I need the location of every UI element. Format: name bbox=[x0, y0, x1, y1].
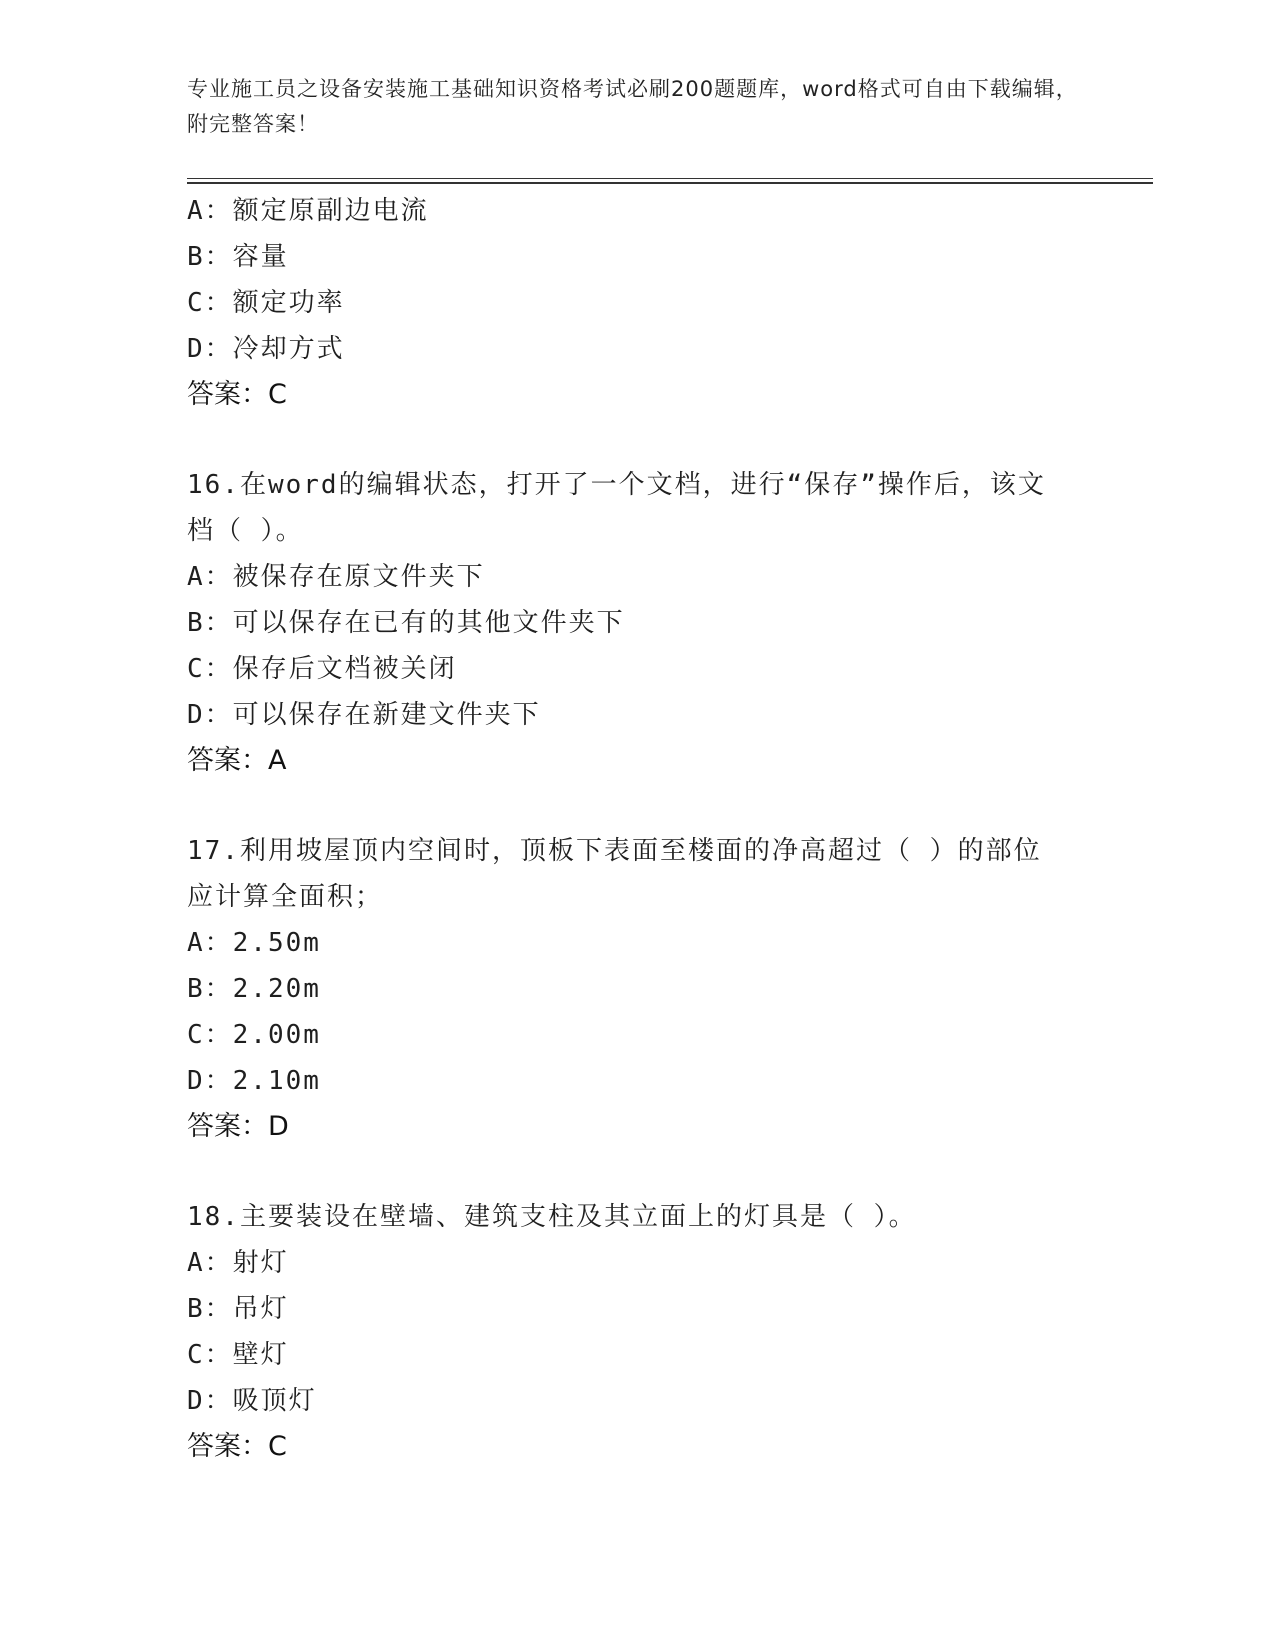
answer-label: 答案：A bbox=[187, 745, 287, 776]
option-b: B：容量 bbox=[187, 242, 289, 272]
option-b: B：吊灯 bbox=[187, 1294, 289, 1324]
option-d: D：2.10m bbox=[187, 1066, 321, 1096]
option-d: D：冷却方式 bbox=[187, 334, 345, 364]
question-15 bbox=[187, 188, 1087, 418]
option-a: A：被保存在原文件夹下 bbox=[187, 562, 485, 592]
option-b: B：2.20m bbox=[187, 974, 321, 1004]
question-stem: 18.主要装设在壁墙、建筑支柱及其立面上的灯具是（ ）。 bbox=[187, 1202, 917, 1232]
question-18 bbox=[187, 1194, 1087, 1470]
question-17 bbox=[187, 828, 1087, 1150]
answer-label: 答案：C bbox=[187, 1431, 287, 1462]
question-16 bbox=[187, 462, 1087, 784]
header-divider-top bbox=[187, 178, 1153, 179]
answer-label: 答案：D bbox=[187, 1111, 289, 1142]
option-c: C：额定功率 bbox=[187, 288, 345, 318]
option-c: C：保存后文档被关闭 bbox=[187, 654, 457, 684]
option-a: A：2.50m bbox=[187, 928, 321, 958]
question-list bbox=[187, 188, 1087, 1470]
question-stem: 16.在word的编辑状态，打开了一个文档，进行“保存”操作后，该文档（ ）。 bbox=[187, 470, 1046, 546]
option-c: C：2.00m bbox=[187, 1020, 321, 1050]
option-a: A：射灯 bbox=[187, 1248, 289, 1278]
option-d: D：可以保存在新建文件夹下 bbox=[187, 700, 541, 730]
answer-label: 答案：C bbox=[187, 379, 287, 410]
option-c: C：壁灯 bbox=[187, 1340, 289, 1370]
option-a: A：额定原副边电流 bbox=[187, 196, 429, 226]
header-divider-bottom bbox=[187, 182, 1153, 184]
question-stem: 17.利用坡屋顶内空间时，顶板下表面至楼面的净高超过（ ）的部位应计算全面积； bbox=[187, 836, 1042, 912]
document-header: 专业施工员之设备安装施工基础知识资格考试必刷200题题库，word格式可自由下载编辑，附完整答案！ bbox=[187, 77, 1078, 136]
option-d: D：吸顶灯 bbox=[187, 1386, 317, 1416]
option-b: B：可以保存在已有的其他文件夹下 bbox=[187, 608, 625, 638]
